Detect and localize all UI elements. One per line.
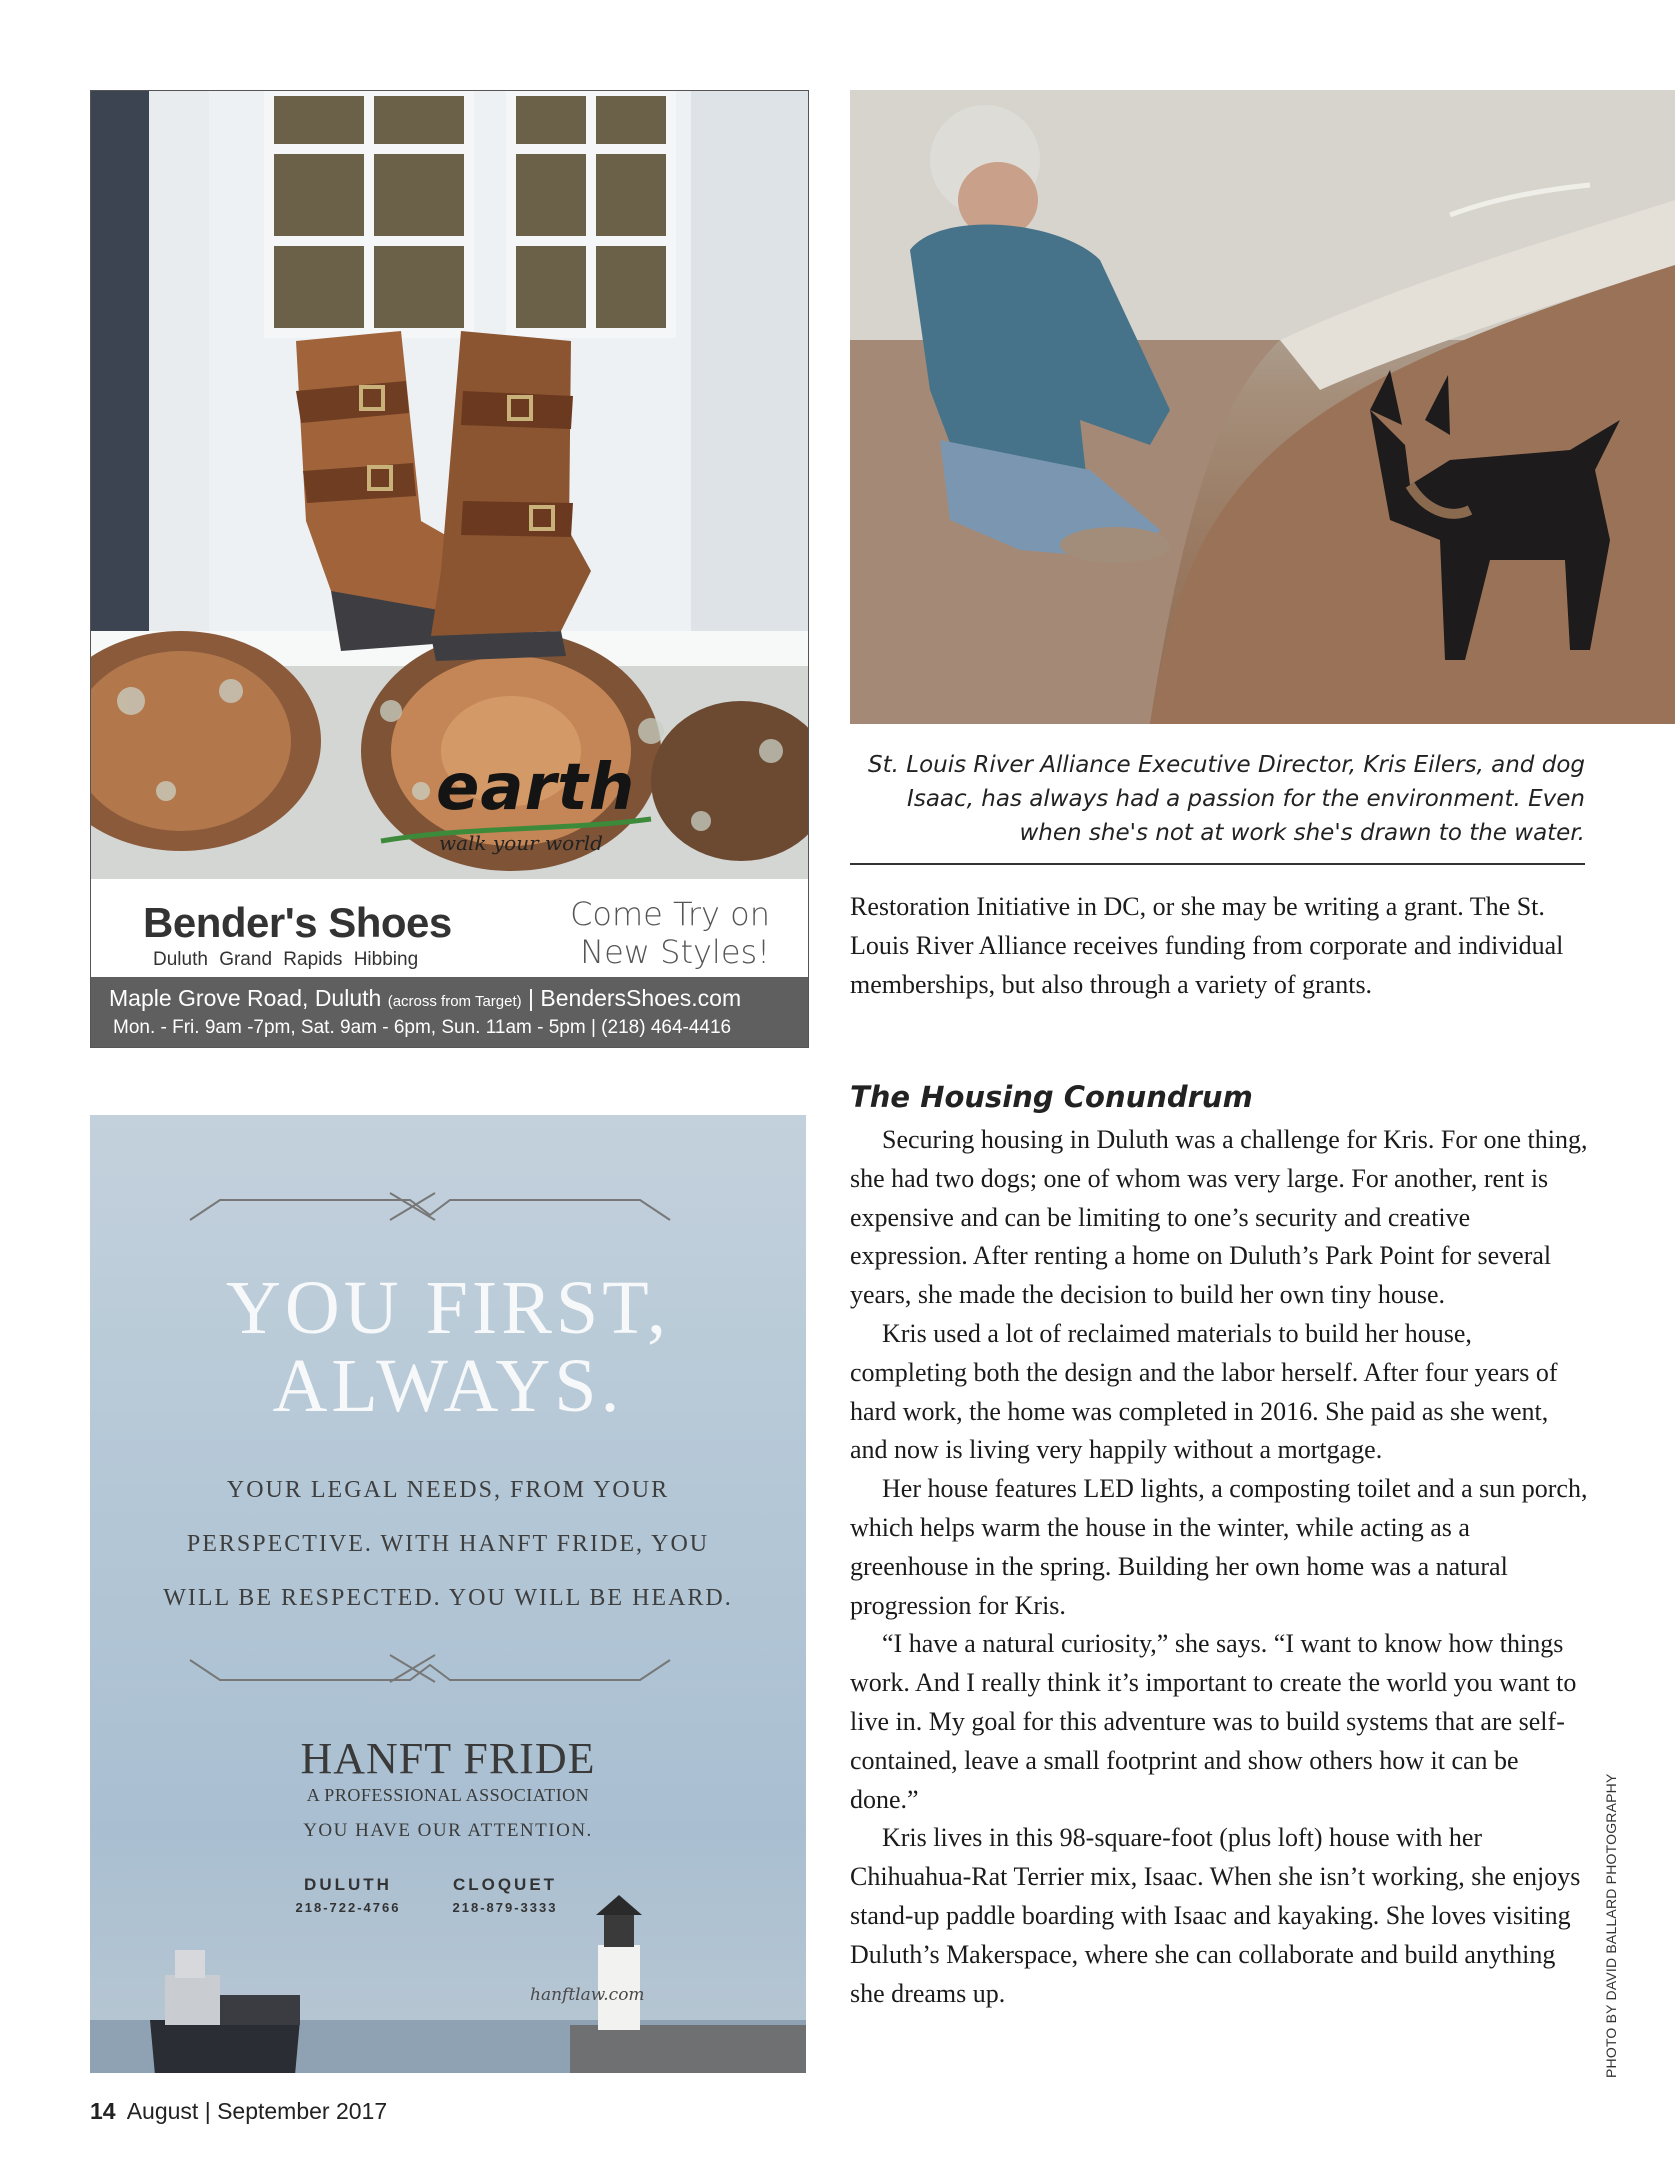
hanft-website[interactable]: hanftlaw.com: [530, 1985, 645, 2005]
store-name: Bender's Shoes: [143, 899, 452, 946]
store-address-line: [109, 985, 741, 1012]
ad-slogan: Come Try on New Styles!: [570, 895, 770, 971]
article-paragraph: Kris lives in this 98-square-foot (plus loft) house with her Chihuahua-Rat Terrier mix, Isaac. When she isn’t working, she enjoys stand-up paddle boarding with Isaac and kayaking. She loves visiting Duluth’s Makerspace, where she can collaborate and build anything she dreams up.: [850, 1823, 1581, 2008]
section-heading: The Housing Conundrum: [850, 1080, 1253, 1114]
page-number: 14: [90, 2098, 116, 2124]
hanft-subline-1: YOUR LEGAL NEEDS, FROM YOUR: [226, 1477, 670, 1503]
article-paragraph: Kris used a lot of reclaimed materials to build her house, completing both the design and the labor herself. After four years of hard work, the home was completed in 2016. She paid as she went, and now is living very happily without a mortgage.: [850, 1318, 1558, 1465]
office-duluth-name: DULUTH: [304, 1875, 392, 1894]
firm-subtitle: A PROFESSIONAL ASSOCIATION: [306, 1785, 590, 1805]
hanft-fride-ad[interactable]: [90, 1115, 806, 2073]
article-body: [850, 1121, 1590, 2013]
benders-footer: [91, 879, 808, 1048]
office-duluth-phone[interactable]: 218-722-4766: [295, 1900, 401, 1915]
hanft-subline-3: WILL BE RESPECTED. YOU WILL BE HEARD.: [163, 1585, 733, 1611]
article-continued-text: [850, 888, 1590, 1004]
firm-tagline: YOU HAVE OUR ATTENTION.: [303, 1820, 593, 1841]
beach-photo: [850, 90, 1675, 724]
boots-photo: [91, 91, 808, 879]
earth-logo: earth: [436, 751, 636, 825]
office-cloquet-phone[interactable]: 218-879-3333: [452, 1900, 558, 1915]
continued-paragraph: Restoration Initiative in DC, or she may be writing a grant. The St. Louis River Alliance receives funding from corporate and individual memberships, but also through a variety of grants.: [850, 892, 1564, 999]
hanft-headline-1: YOU FIRST,: [226, 1266, 670, 1350]
article-paragraph: Securing housing in Duluth was a challenge for Kris. For one thing, she had two dogs; one of whom was very large. For another, rent is expensive and can be limiting to one’s security and creative expression. After renting a home on Duluth’s Park Point for several years, she made the decision to build her own tiny house.: [850, 1125, 1588, 1310]
earth-tagline: walk your world: [439, 831, 603, 855]
office-cloquet-name: CLOQUET: [452, 1875, 558, 1894]
page-footer: [90, 2098, 387, 2125]
issue-date: August | September 2017: [126, 2098, 388, 2124]
photo-caption: St. Louis River Alliance Executive Director, Kris Eilers, and dog Isaac, has always had a passion for the environment. Even when she's not at work she's drawn to the water.: [868, 752, 1585, 846]
beach-scene: [850, 90, 1675, 724]
benders-shoes-ad[interactable]: [90, 90, 809, 1048]
caption-divider: [850, 863, 1585, 865]
photo-credit: PHOTO BY DAVID BALLARD PHOTOGRAPHY: [1603, 1773, 1619, 2078]
store-website[interactable]: | BendersShoes.com: [528, 985, 742, 1011]
article-paragraph: Her house features LED lights, a composting toilet and a sun porch, which helps warm the house in the winter, while acting as a greenhouse in the spring. Building her own home was a natural progression for Kris.: [850, 1474, 1588, 1620]
benders-footer-top: [91, 879, 808, 977]
store-address-note: (across from Target): [387, 993, 522, 1010]
hanft-headline-2: ALWAYS.: [272, 1344, 624, 1428]
store-cities: Duluth Grand Rapids Hibbing: [153, 949, 419, 970]
store-address: Maple Grove Road, Duluth: [109, 985, 382, 1011]
benders-footer-bottom: [91, 977, 808, 1048]
firm-name: HANFT FRIDE: [300, 1734, 596, 1783]
hanft-subline-2: PERSPECTIVE. WITH HANFT FRIDE, YOU: [186, 1531, 710, 1557]
article-paragraph: “I have a natural curiosity,” she says. “I want to know how things work. And I really think it’s important to create the world you want to live in. My goal for this adventure was to build systems that are self-contained, leave a small footprint and show others how it can be done.”: [850, 1629, 1577, 1814]
store-hours: Mon. - Fri. 9am -7pm, Sat. 9am - 6pm, Sun. 11am - 5pm | (218) 464-4416: [113, 1017, 732, 1038]
